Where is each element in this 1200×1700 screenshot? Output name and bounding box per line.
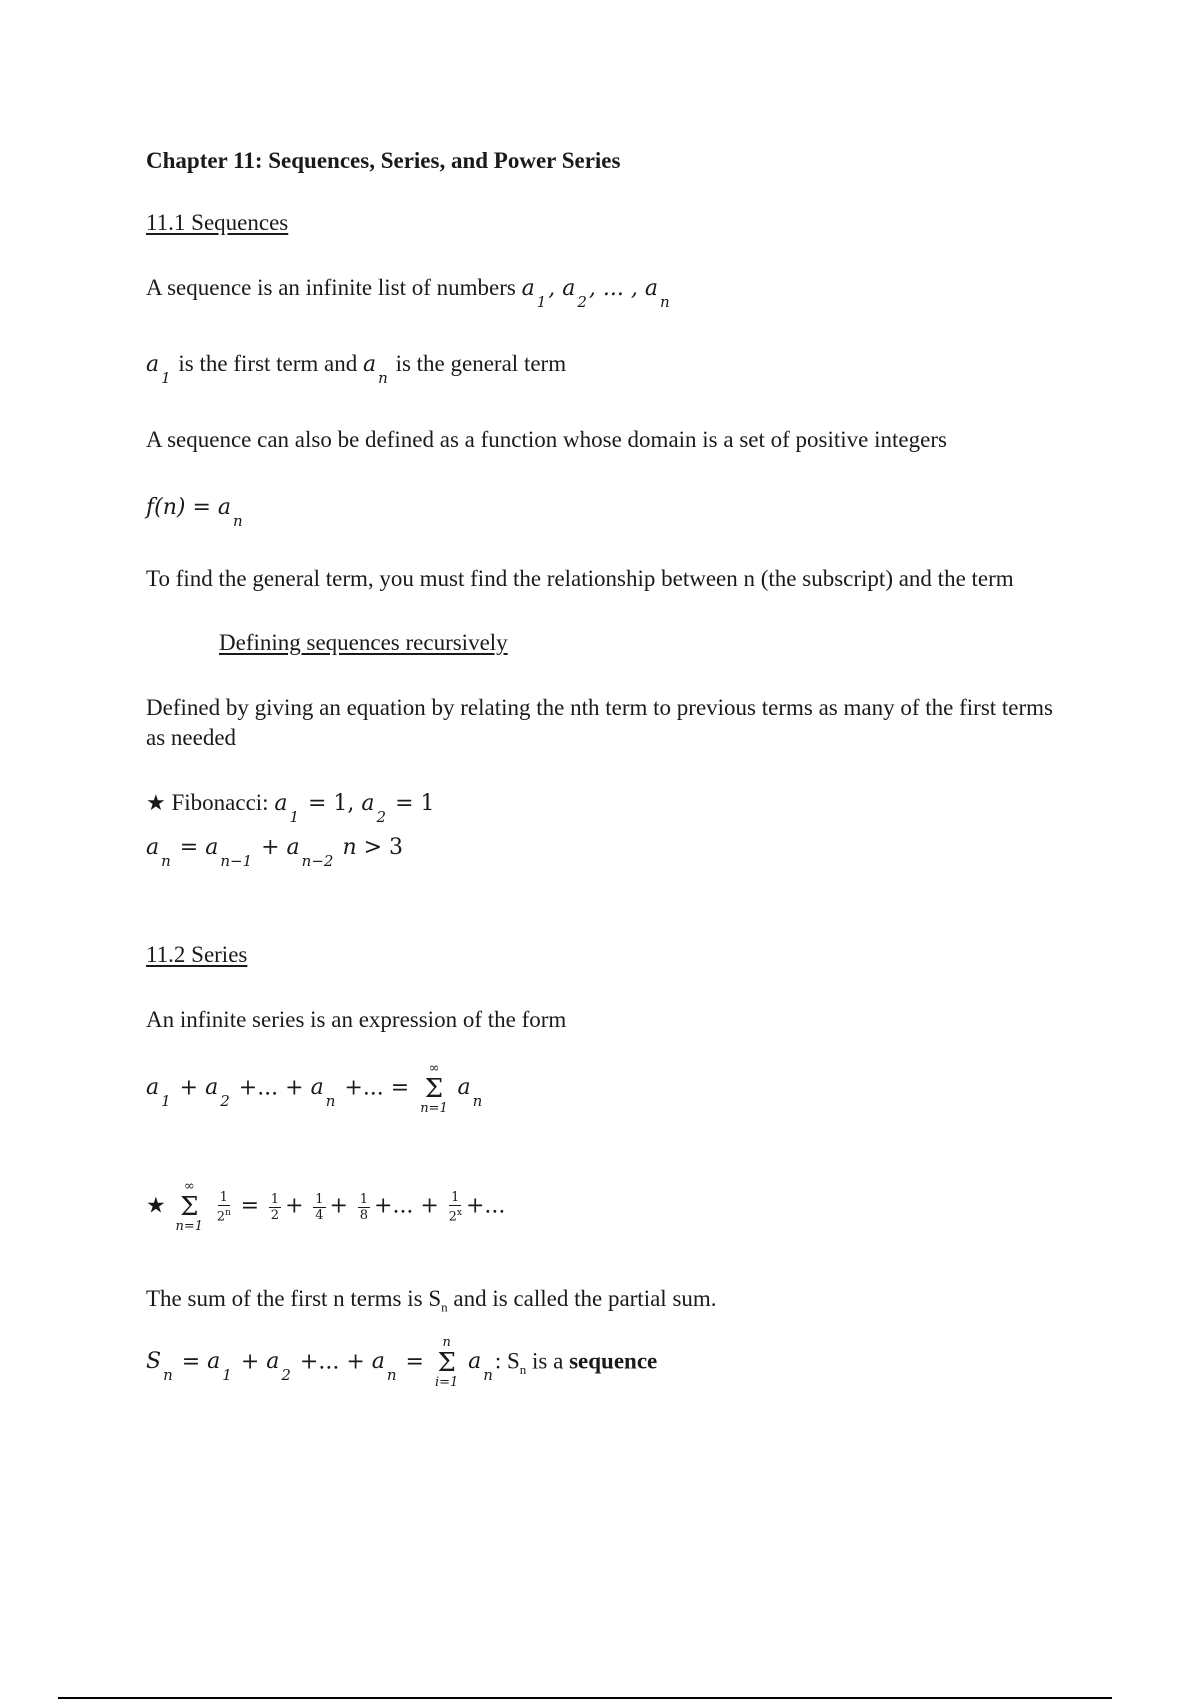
sequence-terms-math: $a_1$, $a_2$, ... , $a_n$ bbox=[521, 276, 670, 311]
partial-sum-definition: The sum of the first n terms is $S_n$ and is called the partial sum. bbox=[146, 1286, 717, 1315]
section-heading-series: 11.2 Series bbox=[146, 942, 248, 967]
subsection-heading-recursive: Defining sequences recursively bbox=[219, 630, 508, 655]
partial-sum-formula: $S_n = a_1 + a_2$ +... + $a_n$ = n Σ i=1 $a_n$: $S_n$ is a sequence bbox=[146, 1335, 658, 1390]
sigma-symbol: n Σ i=1 bbox=[434, 1335, 459, 1390]
geometric-series-example: ★ ∞ Σ n=1 $\frac{1}{2^n}$ = $\frac{1}{2}$ + $\frac{1}{4}$ + $\frac{1}{8}$ +... + $\frac{1}{2^x}$ +... bbox=[146, 1179, 506, 1234]
general-term-text: is the general term bbox=[395, 351, 567, 376]
fibonacci-recurrence: $a_n = a_{n-1} + a_{n-2}$ n > 3 bbox=[146, 835, 404, 870]
first-general-term-line: $a_1$ is the first term and $a_n$ is the general term bbox=[146, 351, 567, 387]
star-icon: ★ bbox=[146, 1193, 166, 1219]
fibonacci-label: Fibonacci: bbox=[171, 790, 269, 815]
chapter-title: Chapter 11: Sequences, Series, and Power Series bbox=[146, 148, 621, 173]
function-formula: $f(n) = a_n$ bbox=[146, 495, 243, 530]
section-heading-sequences: 11.1 Sequences bbox=[146, 210, 289, 235]
general-term-instruction: To find the general term, you must find the relationship between n (the subscript) and the term bbox=[146, 566, 1014, 591]
footer-rule bbox=[58, 1697, 1112, 1699]
star-icon: ★ bbox=[146, 791, 166, 816]
sigma-symbol: ∞ Σ n=1 bbox=[420, 1061, 448, 1116]
first-term-text: is the first term and bbox=[178, 351, 358, 376]
recursive-definition: Defined by giving an equation by relating the nth term to previous terms as many of the first terms as needed bbox=[146, 695, 1054, 750]
series-definition: An infinite series is an expression of the form bbox=[146, 1007, 567, 1032]
series-formula: $a_1 + a_2$ +... + $a_n$ +... = ∞ Σ n=1 $a_n$ bbox=[146, 1061, 483, 1116]
sequence-definition-text: A sequence is an infinite list of numbers bbox=[146, 275, 516, 300]
function-definition: A sequence can also be defined as a function whose domain is a set of positive integers bbox=[146, 427, 947, 452]
sigma-symbol: ∞ Σ n=1 bbox=[175, 1179, 204, 1234]
sequence-definition bbox=[146, 273, 672, 311]
fibonacci-line: ★ Fibonacci: $a_1 = 1$, $a_2 = 1$ bbox=[146, 790, 435, 826]
